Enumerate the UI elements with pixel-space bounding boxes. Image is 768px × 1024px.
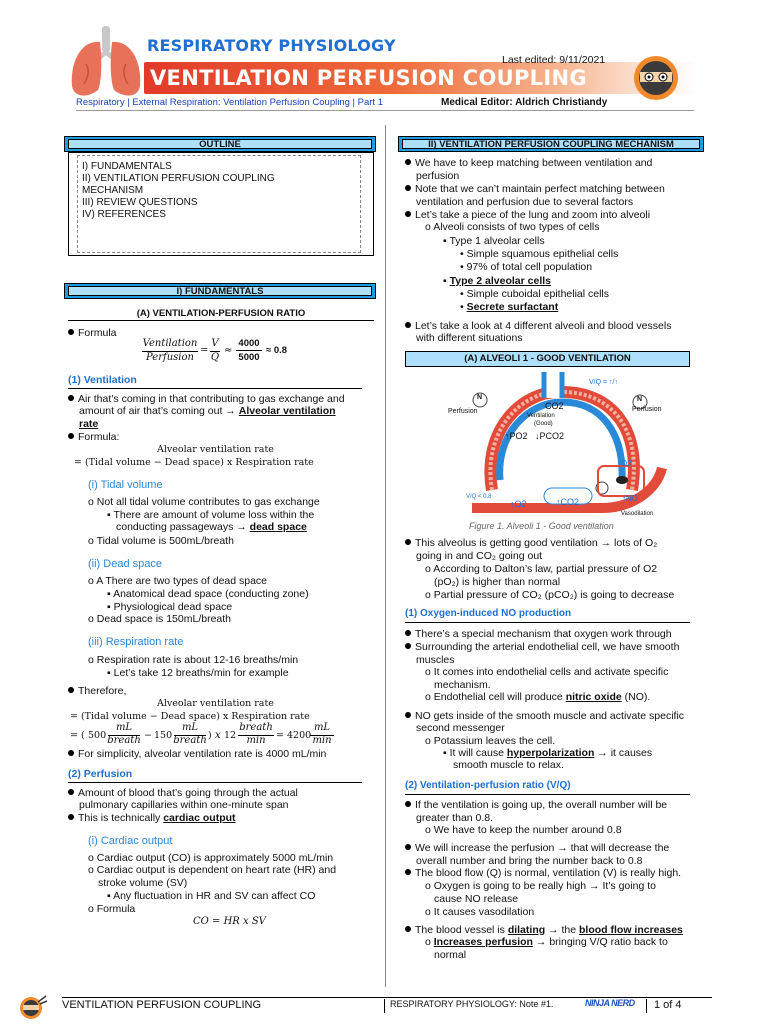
header-divider <box>76 110 694 111</box>
rule <box>405 622 690 623</box>
text-line: This alveolus is getting good ventilation → lots of O₂ <box>405 537 657 550</box>
text-line: The blood vessel is dilating → the blood flow increases <box>405 924 683 937</box>
text-line: Note that we can’t maintain perfect matching between <box>405 183 665 196</box>
fig-label: Vasodilation <box>621 511 654 517</box>
fig-label: Ventilation <box>527 413 555 419</box>
text-line: o Endothelial cell will produce nitric oxide (NO). <box>425 691 651 703</box>
column-divider <box>385 125 386 987</box>
text-line: o Cardiac output is dependent on heart rate (HR) and <box>88 864 337 876</box>
text-line: ▪ Anatomical dead space (conducting zone) <box>107 588 309 600</box>
fig-label: ↑NO <box>622 494 638 503</box>
footer-ninja-icon <box>14 994 48 1020</box>
no-production-heading: (1) Oxygen-induced NO production <box>405 608 572 619</box>
fig-label: N <box>637 396 643 403</box>
text-line: (pO₂) is higher than normal <box>434 576 561 588</box>
text-line: o Cardiac output (CO) is approximately 5000 mL/min <box>88 852 334 864</box>
rule <box>405 794 690 795</box>
text-line: mechanism. <box>434 679 491 691</box>
text-line: overall number and bring the number back to 0.8 <box>416 855 643 867</box>
fig-label: Perfusion <box>448 408 478 415</box>
formula-line: Alveolar ventilation rate <box>157 444 274 455</box>
text-line: o Tidal volume is 500mL/breath <box>88 535 234 547</box>
figure-caption: Figure 1. Alveoli 1 - Good ventilation <box>469 521 614 531</box>
outline-item[interactable]: II) VENTILATION PERFUSION COUPLING <box>82 173 275 184</box>
cardiac-output-heading: (i) Cardiac output <box>88 835 173 847</box>
text-line: There’s a special mechanism that oxygen work through <box>405 628 672 641</box>
breadcrumb[interactable]: Respiratory | External Respiration: Ventilation Perfusion Coupling | Part 1 <box>76 97 383 108</box>
text-line: o A There are two types of dead space <box>88 575 268 587</box>
outline-box <box>68 152 374 256</box>
fig-label: V/Q < 0.8 <box>466 494 492 500</box>
fig-label: (Good) <box>534 421 553 427</box>
text-line: This is technically cardiac output <box>68 812 236 825</box>
text-line: o Formula <box>88 903 136 915</box>
perfusion-heading: (2) Perfusion <box>68 768 133 780</box>
vq-ratio-heading: (2) Ventilation-perfusion ratio (V/Q) <box>405 780 571 791</box>
text-line: ▪ There are amount of volume loss within the <box>107 509 315 521</box>
text-line: o It causes vasodilation <box>425 906 535 918</box>
footer-sep <box>646 999 647 1013</box>
text-line: second messenger <box>416 722 505 734</box>
text-line: Surrounding the arterial endothelial cell, we have smooth <box>405 641 679 654</box>
text-line: o Partial pressure of CO₂ (pCO₂) is going to decrease <box>425 589 675 601</box>
respiration-rate-heading: (iii) Respiration rate <box>88 636 184 648</box>
text-line: stroke volume (SV) <box>98 877 188 889</box>
fig-label: ↑O2 <box>617 459 632 468</box>
outline-header: OUTLINE <box>64 136 376 152</box>
text-line: Amount of blood that’s going through the actual <box>68 787 298 800</box>
medical-editor: Medical Editor: Aldrich Christiandy <box>441 97 608 108</box>
tidal-volume-heading: (i) Tidal volume <box>88 479 163 491</box>
ninja-nerd-logo: NINJA NERD <box>585 998 635 1008</box>
formula-label: Formula <box>68 327 117 340</box>
text-line: NO gets inside of the smooth muscle and activate specific <box>405 710 684 723</box>
fig-label: CO2 <box>545 401 564 411</box>
text-line: ▪ It will cause hyperpolarization → it causes <box>443 747 653 759</box>
text-line: • 97% of total cell population <box>460 261 593 273</box>
text-line: ▪ Type 1 alveolar cells <box>443 235 545 247</box>
fig-label: ↑PO2 <box>505 431 528 441</box>
text-line: perfusion <box>416 170 460 182</box>
text-line: o We have to keep the number around 0.8 <box>425 824 622 836</box>
text-line: Formula: <box>68 431 119 444</box>
ninja-mascot-icon <box>632 54 680 102</box>
text-line: conducting passageways → dead space <box>116 521 307 533</box>
outline-item[interactable]: III) REVIEW QUESTIONS <box>82 197 198 208</box>
fig-label: Perfusion <box>632 406 662 413</box>
text-line: ventilation and perfusion due to several factors <box>416 196 634 208</box>
text-line: o Alveoli consists of two types of cells <box>425 221 600 233</box>
footer-note: RESPIRATORY PHYSIOLOGY: Note #1. <box>390 999 554 1009</box>
mechanism-header: II) VENTILATION PERFUSION COUPLING MECHANISM <box>398 136 704 152</box>
subject-title: RESPIRATORY PHYSIOLOGY <box>147 36 396 55</box>
outline-item[interactable]: I) FUNDAMENTALS <box>82 161 172 172</box>
formula-line: = (Tidal volume − Dead space) x Respiration rate <box>74 457 314 468</box>
text-line: o Not all tidal volume contributes to gas exchange <box>88 496 320 508</box>
text-line: The blood flow (Q) is normal, ventilation (V) is really high. <box>405 867 681 880</box>
text-line: • Secrete surfactant <box>460 301 559 313</box>
text-line: with different situations <box>416 332 523 344</box>
calculation-formula: = ( 500 mL breath − 150 mL breath ) x 12 breath min = 4200 mL min <box>70 722 370 750</box>
ventilation-heading: (1) Ventilation <box>68 374 137 386</box>
footer-sep <box>384 999 385 1013</box>
text-line: Air that’s coming in that contributing to gas exchange and <box>68 393 345 406</box>
page-number: 1 of 4 <box>654 999 682 1011</box>
formula-line: CO = HR x SV <box>193 916 266 927</box>
text-line: cause NO release <box>434 893 519 905</box>
text-line: pulmonary capillaries within one-minute span <box>79 799 289 811</box>
text-line: greater than 0.8. <box>416 812 494 824</box>
fig-label: ↑O2 <box>510 499 527 509</box>
text-line: We will increase the perfusion → that will decrease the <box>405 842 669 855</box>
footer-title: VENTILATION PERFUSION COUPLING <box>62 999 262 1011</box>
text-line: muscles <box>416 654 455 666</box>
fig-label: ↑CO2 <box>556 497 580 507</box>
text-line: normal <box>434 949 467 961</box>
text-line: o Respiration rate is about 12-16 breaths/min <box>88 654 299 666</box>
page-title: VENTILATION PERFUSION COUPLING <box>150 66 587 90</box>
text-line: ▪ Let’s take 12 breaths/min for example <box>107 667 289 679</box>
text-line: o Oxygen is going to be really high → It’s going to <box>425 880 656 892</box>
text-line: • Simple squamous epithelial cells <box>460 248 619 260</box>
fundamentals-header: I) FUNDAMENTALS <box>64 283 376 299</box>
text-line: smooth muscle to relax. <box>453 759 564 771</box>
fig-label: ↓PCO2 <box>535 431 565 441</box>
text-line: We have to keep matching between ventilation and <box>405 157 652 170</box>
outline-item[interactable]: MECHANISM <box>82 185 144 196</box>
text-line: o Increases perfusion → bringing V/Q ratio back to <box>425 936 668 948</box>
formula-line: = (Tidal volume − Dead space) x Respiration rate <box>70 711 310 722</box>
text-line: ▪ Type 2 alveolar cells <box>443 275 552 287</box>
alveoli1-header: (A) ALVEOLI 1 - GOOD VENTILATION <box>405 351 690 367</box>
formula-line: Alveolar ventilation rate <box>157 698 274 709</box>
outline-item[interactable]: IV) REFERENCES <box>82 209 166 220</box>
vq-formula: Ventilation Perfusion = V Q ≈ 4000 5000 ≈ 0.8 <box>142 338 288 363</box>
fig-label: V/Q = ↑/↑ <box>589 379 618 386</box>
fig-label: N <box>477 394 483 401</box>
text-line: going in and CO₂ going out <box>416 550 543 562</box>
text-line: rate <box>79 418 99 430</box>
vp-ratio-header: (A) VENTILATION-PERFUSION RATIO <box>68 307 374 321</box>
rule <box>68 388 362 389</box>
text-line: Let’s take a piece of the lung and zoom into alveoli <box>405 209 650 222</box>
lungs-logo <box>66 24 146 100</box>
text-line: o According to Dalton’s law, partial pressure of O2 <box>425 563 658 575</box>
text-line: ▪ Physiological dead space <box>107 601 233 613</box>
text-line: o It comes into endothelial cells and activate specific <box>425 666 669 678</box>
text-line: Let’s take a look at 4 different alveoli and blood vessels <box>405 320 671 333</box>
text-line: o Dead space is 150mL/breath <box>88 613 232 625</box>
last-edited: Last edited: 9/11/2021 <box>502 54 606 66</box>
text-line: o Potassium leaves the cell. <box>425 735 556 747</box>
text-line: Therefore, <box>68 685 126 698</box>
text-line: If the ventilation is going up, the overall number will be <box>405 799 667 812</box>
text-line: For simplicity, alveolar ventilation rate is 4000 mL/min <box>68 748 326 761</box>
rule <box>68 782 362 783</box>
text-line: amount of air that’s coming out → Alveolar ventilation <box>79 405 336 417</box>
text-line: • Simple cuboidal epithelial cells <box>460 288 610 300</box>
dead-space-heading: (ii) Dead space <box>88 558 162 570</box>
text-line: ▪ Any fluctuation in HR and SV can affect CO <box>107 890 316 902</box>
